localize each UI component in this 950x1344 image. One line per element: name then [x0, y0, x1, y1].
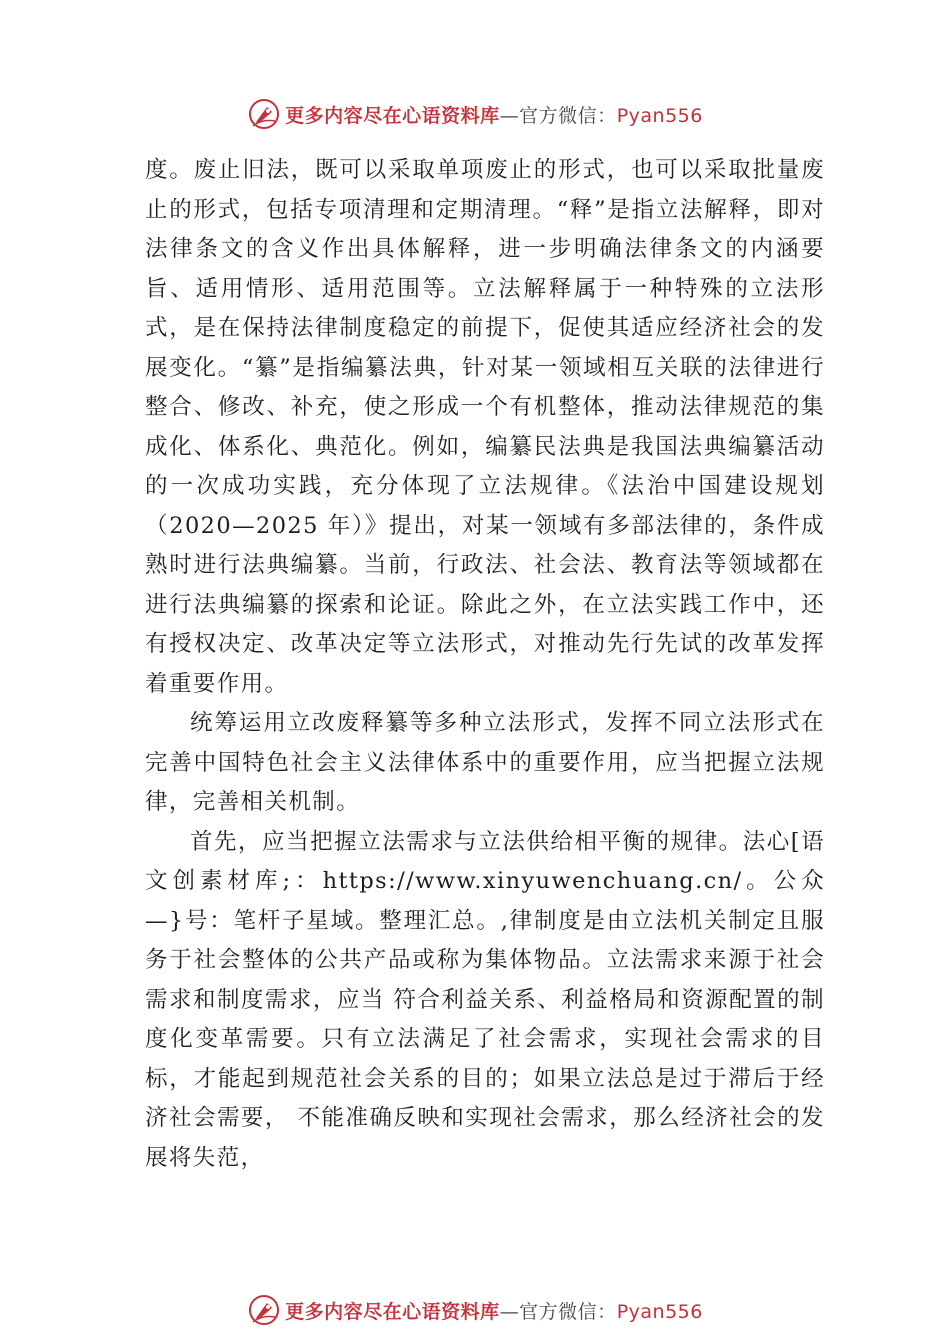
- document-body: [145, 151, 825, 1178]
- paragraph-3: 首先，应当把握立法需求与立法供给相平衡的规律。法心[语文创素材库;：https://www.xinyuwenchuang.cn/。公众—}号：笔杆子星域。整理汇总。,律制度是由立法机关制定且服务于社会整体的公共产品或称为集体物品。立法需求来源于社会需求和制度需求，应当 符合利益关系、利益格局和资源配置的制度化变革需要。只有立法满足了社会需求，实现社会需求的目标，才能起到规范社会关系的目的；如果立法总是过于滞后于经济社会需要， 不能准确反映和实现社会需求，那么经济社会的发展将失范，: [145, 828, 825, 1171]
- footer-official-text: —官方微信：: [499, 1300, 617, 1323]
- footer-library-text: 更多内容尽在心语资料库: [285, 1300, 500, 1323]
- footer-wechat-id: Pyan556: [616, 1300, 703, 1323]
- header-banner: [0, 94, 950, 134]
- header-text: [285, 101, 703, 128]
- footer-banner: [0, 1290, 950, 1330]
- pen-nib-logo-icon: [247, 97, 281, 131]
- header-wechat-id: Pyan556: [616, 104, 703, 127]
- pen-nib-logo-icon: [247, 1293, 281, 1327]
- header-official-text: —官方微信：: [499, 104, 617, 127]
- header-library-text: 更多内容尽在心语资料库: [285, 104, 500, 127]
- paragraph-2: 统筹运用立改废释纂等多种立法形式，发挥不同立法形式在完善中国特色社会主义法律体系中的重要作用，应当把握立法规律，完善相关机制。: [145, 710, 825, 815]
- footer-text: [285, 1297, 703, 1324]
- paragraph-1: 度。废止旧法，既可以采取单项废止的形式，也可以采取批量废止的形式，包括专项清理和定期清理。“释”是指立法解释，即对法律条文的含义作出具体解释，进一步明确法律条文的内涵要旨、适用情形、适用范围等。立法解释属于一种特殊的立法形式，是在保持法律制度稳定的前提下，促使其适应经济社会的发展变化。“纂”是指编纂法典，针对某一领域相互关联的法律进行整合、修改、补充，使之形成一个有机整体，推动法律规范的集成化、体系化、典范化。例如，编纂民法典是我国法典编纂活动的一次成功实践，充分体现了立法规律。《法治中国建设规划（2020—2025 年）》提出，对某一领域有多部法律的，条件成熟时进行法典编纂。当前，行政法、社会法、教育法等领域都在进行法典编纂的探索和论证。除此之外，在立法实践工作中，还有授权决定、改革决定等立法形式，对推动先行先试的改革发挥着重要作用。: [145, 157, 825, 697]
